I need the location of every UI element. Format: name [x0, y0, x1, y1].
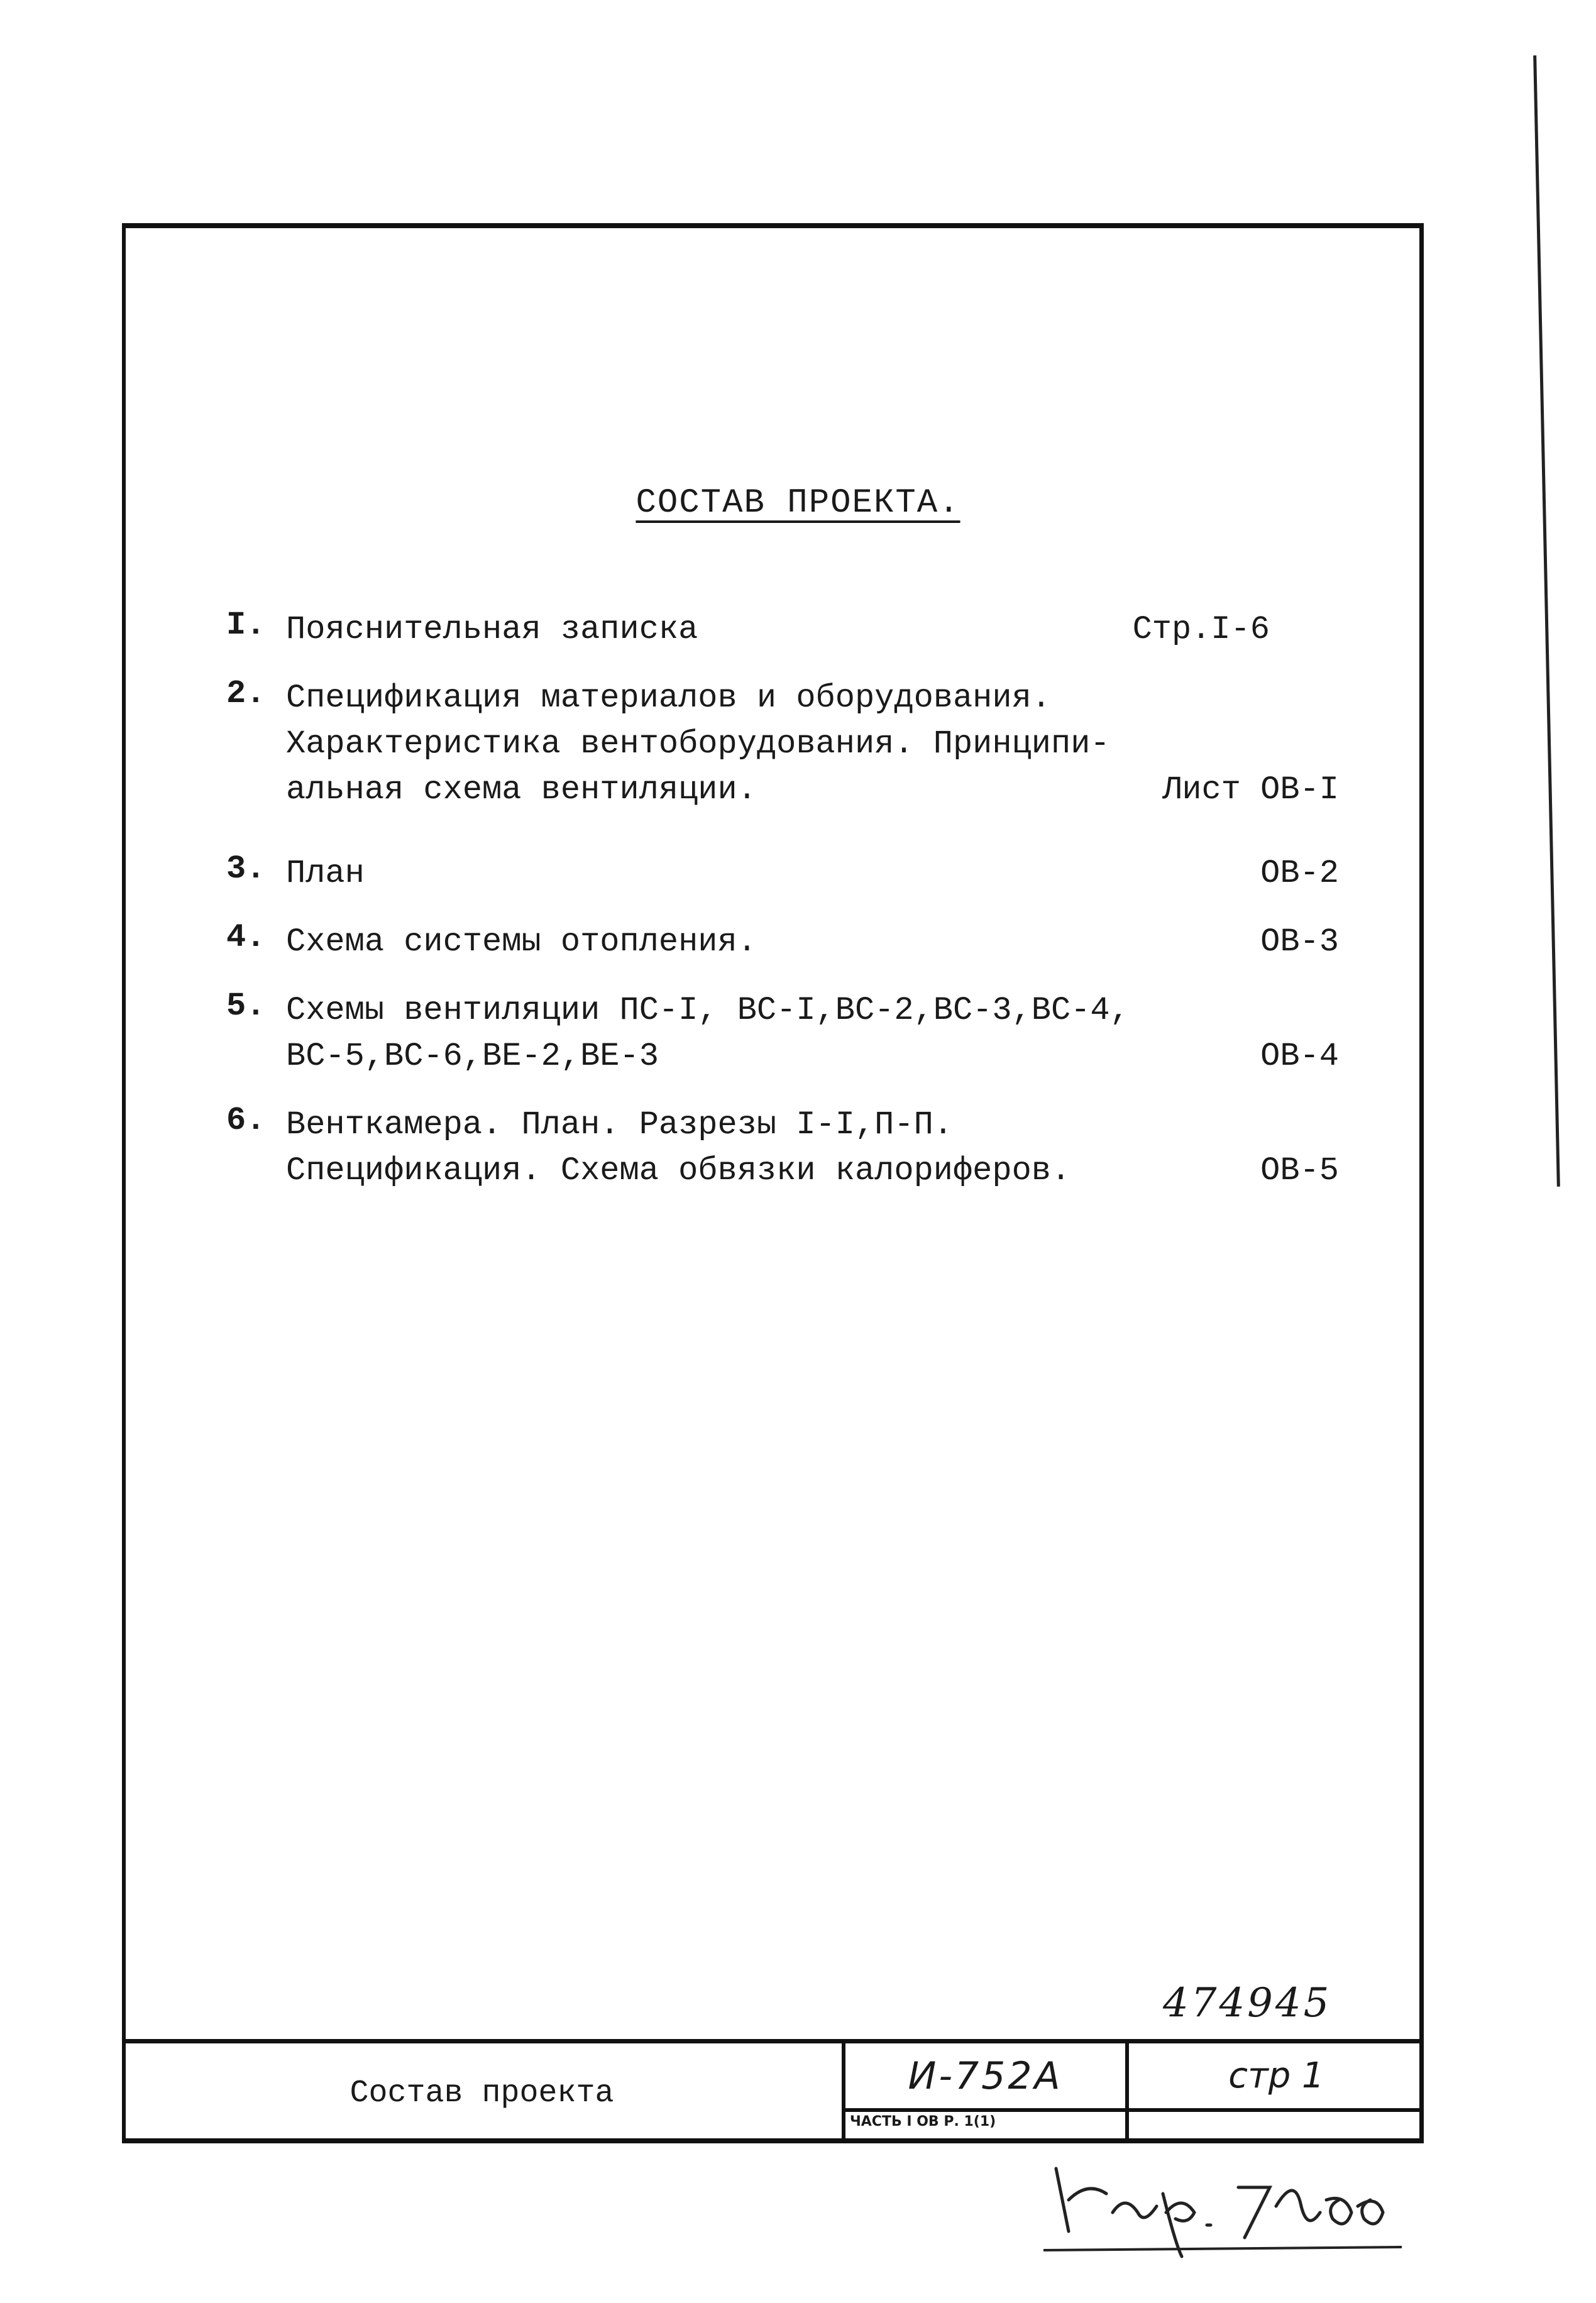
item-text — [286, 850, 1339, 896]
list-item — [226, 850, 1339, 896]
item-line: Схема системы отопления. — [286, 923, 757, 960]
item-line: ВС-5,ВС-6,ВЕ-2,ВЕ-3 — [286, 1038, 659, 1075]
list-item — [226, 987, 1339, 1079]
item-line: Схемы вентиляции ПС-I, ВС-I,ВС-2,ВС-3,ВС-4, — [286, 992, 1130, 1029]
title-text: СОСТАВ ПРОЕКТА. — [636, 484, 960, 522]
title-block-page: стр 1 — [1228, 2055, 1324, 2096]
list-item — [226, 1102, 1339, 1194]
item-reference: Стр.I-6 — [1132, 611, 1270, 648]
item-line: Венткамера. План. Разрезы I-I,П-П. — [286, 1106, 953, 1143]
item-number: 5. — [226, 987, 266, 1025]
item-reference: Лист ОВ-I — [1162, 771, 1339, 808]
item-reference: ОВ-3 — [1260, 923, 1339, 960]
item-number: 2. — [226, 675, 266, 712]
list-item — [226, 919, 1339, 965]
item-line: Характеристика вентоборудования. Принципи- — [286, 725, 1110, 762]
document-title — [0, 484, 1596, 522]
item-number: 6. — [226, 1102, 266, 1139]
item-number: I. — [226, 607, 266, 644]
item-number: 3. — [226, 850, 266, 888]
item-line: План — [286, 855, 365, 892]
list-item — [226, 675, 1339, 813]
item-line: Спецификация материалов и оборудования. — [286, 679, 1051, 717]
item-line: Пояснительная записка — [286, 611, 698, 648]
title-block-name: Состав проекта — [349, 2075, 614, 2111]
item-reference: ОВ-5 — [1260, 1152, 1339, 1189]
title-block — [122, 2039, 1424, 2143]
item-reference: ОВ-2 — [1260, 855, 1339, 892]
item-line: Спецификация. Схема обвязки калориферов. — [286, 1152, 1071, 1189]
handwritten-signature-mark — [1031, 2156, 1408, 2263]
title-block-part: ЧАСТЬ I ОВ Р. 1(1) — [850, 2114, 996, 2130]
scan-edge-mark — [1533, 55, 1560, 1187]
item-text — [286, 987, 1339, 1079]
item-text — [286, 1102, 1339, 1194]
title-block-code: И-752А — [908, 2053, 1063, 2098]
handwritten-inventory-number: 474945 — [1163, 1980, 1332, 2026]
list-item — [226, 607, 1339, 652]
item-number: 4. — [226, 919, 266, 956]
item-reference: ОВ-4 — [1260, 1038, 1339, 1075]
title-block-divider — [842, 2108, 1424, 2112]
contents-list — [226, 607, 1339, 1216]
item-line: альная схема вентиляции. — [286, 771, 757, 808]
item-text — [286, 919, 1339, 965]
